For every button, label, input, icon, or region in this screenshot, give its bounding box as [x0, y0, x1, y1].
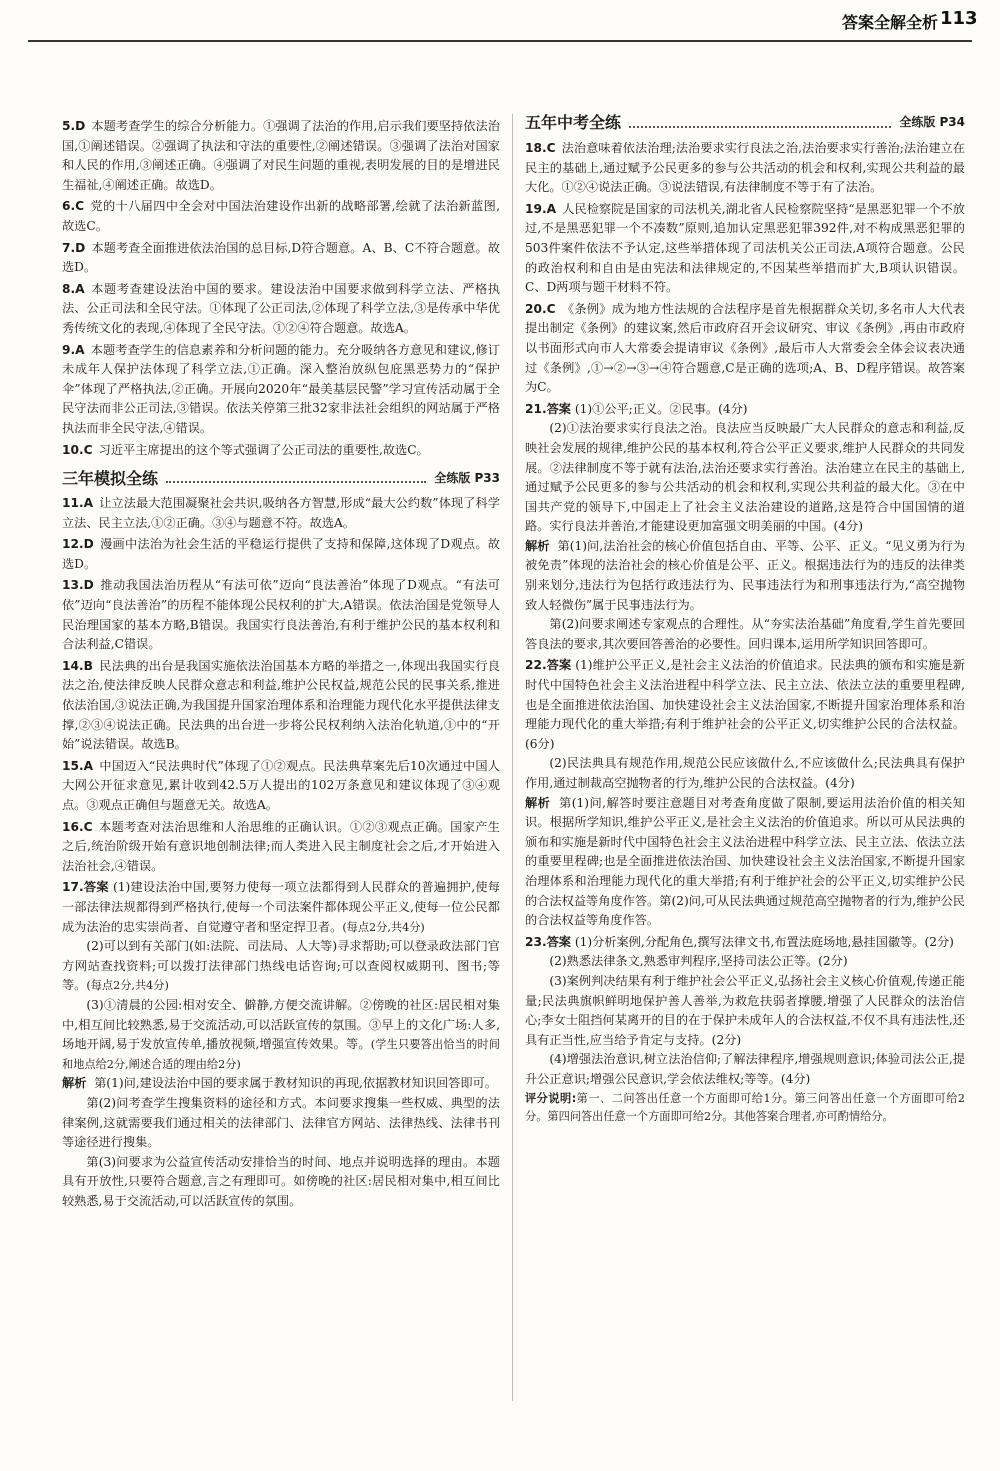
column-divider	[512, 114, 513, 1401]
answer-text: (2)可以到有关部门(如:法院、司法局、人大等)寻求帮助;可以登录政法部门官方网站查找资料;可以拨打法律部门热线电话咨询;可以查阅权威期刊、图书;等等。	[62, 939, 500, 993]
answer-number: 11.A	[62, 496, 94, 511]
answer-22	[525, 656, 965, 930]
answer-number: 9.A	[62, 342, 85, 357]
section-title: 三年模拟全练	[62, 468, 159, 488]
answer-number: 16.C	[62, 819, 93, 834]
score-text: 第一、二问答出任意一个方面即可给1分。第三问答出任意一个方面即可给2分。第四问答出任意一个方面即可给2分。其他答案合理者,亦可酌情给分。	[525, 1091, 965, 1123]
answer-number: 15.A	[62, 758, 94, 773]
header-title: 答案全解全析	[841, 13, 938, 32]
answer-number: 17.答案	[62, 880, 109, 895]
answer-number: 12.D	[62, 537, 94, 552]
answer-item	[62, 494, 500, 533]
answer-text: 民法典的出台是我国实施依法治国基本方略的举措之一,体现出我国实行良法之治,使法律反映人民群众意志和利益,维护公民权益,规范公民的民事关系,推进依法治国,③说法正确,为我国提升国家治理体系和治理能力现代化水平提供法律支撑,②③④说法正确。民法典的出台进一步将公民权利纳入法治化轨道,①中的“开始”说法错误。故选B。	[62, 658, 500, 752]
answer-text: 本题考查对法治思维和人治思维的正确认识。①②③观点正确。国家产生之后,统治阶级开始有意识地创制法律;而人类进入民主制度社会之后,才开始进入法治社会,④错误。	[62, 819, 500, 873]
answer-text: 《条例》成为地方性法规的合法程序是首先根据群众关切,多名市人大代表提出制定《条例》的建议案,然后市政府召开会议研究、审议《条例》,再由市政府以书面形式向市人大常委会提请审议《条例》,最后市人大常委会全体会议表决通过《条例》,①→②→③→④符合题意,C是正确的选项;A、B、D程序错误。故答案为C。	[525, 301, 965, 395]
left-column	[62, 117, 500, 1213]
answer-number: 6.C	[62, 199, 85, 214]
answer-text: (2)①法治要求实行良法之治。良法应当反映最广大人民群众的意志和利益,反映社会发展的规律,维护公民的基本权利,符合公平正义要求,维护人民群众的共同发展。②法律制度不等于就有法治,法治还要求实行善治。法治建立在民主的基础上,通过赋予公民更多的参与公共活动的机会和权利,实现公共利益的最大化。③在中国共产党的领导下,中国走上了社会主义法治建设的道路,这是符合中国国情的道路。实行良法并善治,才能建设更加富强文明美丽的中国。(4分)	[525, 421, 965, 534]
answer-text: (2)熟悉法律条文,熟悉审判程序,坚持司法公正等。(2分)	[549, 954, 848, 969]
analysis-label: 解析	[525, 795, 551, 810]
answer-text: (4)增强法治意识,树立法治信仰;了解法律程序,增强规则意识;体验司法公正,提升公正意识;增强公民意识,学会依法维权;等等。(4分)	[525, 1052, 965, 1086]
score-note: (每点2分,共4分)	[86, 979, 169, 993]
answer-list-top	[62, 117, 500, 460]
section-ref: 全练版 P33	[434, 470, 500, 485]
answer-item	[62, 535, 500, 574]
answer-text: 漫画中法治为社会生活的平稳运行提供了支持和保障,这体现了D观点。故选D。	[62, 537, 500, 571]
answer-text: (3)案例判决结果有利于维护社会公平正义,弘扬社会主义核心价值观,传递正能量;民法典旗帜鲜明地保护善人善举,为救危扶弱者撑腰,增强了人民群众的法治信心;李女士阻挡何某离开的目的在于保护未成年人的合法权益,不仅不具有违法性,还具有正当性,应当给予肯定与支持。(2分)	[525, 973, 965, 1047]
answer-item	[62, 818, 500, 877]
answer-text: 党的十八届四中全会对中国法治建设作出新的战略部署,绘就了法治新蓝图,故选C。	[62, 199, 500, 233]
analysis-text: 第(1)问,解答时要注意题目对考查角度做了限制,要运用法治价值的相关知识。根据所学知识,维护公平正义,是社会主义法治的价值追求。所以可从民法典的颁布和实施是新时代中国特色社会主义法治进程中科学立法、民主立法、依法立法的重要里程碑;也是全面推进依法治国、加快建设社会主义法治国家,不断提升国家治理体系和治理能力现代化的重大举措;有利于维护社会的公平正义,切实维护公民的合法权益等角度作答。第(2)问,可从民法典通过规范高空抛物者的行为,维护公民的合法权益等角度作答。	[525, 795, 966, 928]
analysis-text: 第(3)问要求为公益宣传活动安排恰当的时间、地点并说明选择的理由。本题具有开放性,只要符合题意,言之有理即可。如傍晚的社区:居民相对集中,相互间比较熟悉,易于交流活动,可以活跃宣传的氛围。	[62, 1154, 500, 1208]
score-note: (学生只要答出恰当的时间和地点给2分,阐述合适的理由给2分)	[62, 1038, 500, 1071]
answer-17	[62, 878, 500, 1211]
answer-list-right	[525, 139, 965, 398]
analysis-label: 解析	[62, 1076, 87, 1091]
dotted-leader	[629, 126, 891, 128]
answer-item	[62, 576, 500, 654]
answer-number: 20.C	[525, 301, 556, 316]
analysis-text: 第(2)问考查学生搜集资料的途径和方式。本问要求搜集一些权威、典型的法律案例,这就需要我们通过相关的法律部门、法律官方网站、法律热线、法律书刊等途径进行搜集。	[62, 1095, 500, 1150]
answer-text: 中国迈入“民法典时代”体现了①②观点。民法典草案先后10次通过中国人大网公开征求意见,累计收到42.5万人提出的102万条意见和建议体现了③④观点。③观点正确但与题意无关。故选A。	[62, 758, 500, 812]
score-label: 评分说明:	[525, 1091, 577, 1105]
answer-text: 本题考查建设法治中国的要求。建设法治中国要求做到科学立法、严格执法、公正司法和全民守法。①体现了公正司法,②体现了科学立法,③是传承中华优秀传统文化的表现,④体现了全民守法。①②④符合题意。故选A。	[62, 281, 500, 335]
answer-item	[62, 757, 500, 816]
answer-text: (2)民法典具有规范作用,规范公民应该做什么,不应该做什么;民法典具有保护作用,通过制裁高空抛物者的行为,维护公民的合法权益。(4分)	[525, 756, 965, 790]
page-header	[0, 0, 1000, 44]
page-number: 113	[940, 8, 978, 29]
answer-number: 13.D	[62, 578, 94, 593]
answer-text: 本题考查全面推进依法治国的总目标,D符合题意。A、B、C不符合题意。故选D。	[62, 240, 500, 275]
answer-item	[525, 300, 965, 398]
answer-item	[62, 280, 500, 339]
answer-item	[62, 441, 500, 461]
score-note: (每点2分,共4分)	[342, 920, 425, 934]
analysis-text: 第(1)问,法治社会的核心价值包括自由、平等、公平、正义。“见义勇为行为被免责”体现的法治社会的核心价值是公平、正义。根据违法行为的违反的法律类别来划分,违法行为包括行政违法行为、民事违法行为和刑事违法行为,“高空抛物致人轻微伤”属于民事违法行为。	[525, 538, 966, 612]
answer-text: 人民检察院是国家的司法机关,湖北省人民检察院坚持“是黑恶犯罪一个不放过,不是黑恶犯罪一个不凑数”原则,追加认定黑恶犯罪392件,对不构成黑恶犯罪的503件案件依法不予认定,这些举措体现了司法机关公正司法,A项符合题意。公民的政治权利和自由是由宪法和法律规定的,不因某些举措而扩大,B项认识错误。C、D两项与题干材料不符。	[525, 201, 965, 295]
answer-number: 18.C	[525, 141, 556, 155]
section-five-year	[525, 111, 965, 133]
answer-item	[62, 239, 500, 278]
answer-text: (1)建设法治中国,要努力使每一项立法都得到人民群众的普遍拥护,使每一部法律法规都得到严格执行,使每一个司法案件都体现公平正义,使每一位公民都成为法治的忠实崇尚者、自觉遵守者和坚定捍卫者。	[62, 880, 500, 934]
dotted-leader	[166, 481, 426, 483]
answer-number: 7.D	[62, 240, 86, 255]
answer-text: 本题考查学生的信息素养和分析问题的能力。充分吸纳各方意见和建议,修订未成年人保护法体现了科学立法,①正确。深入整治放纵包庇黑恶势力的“保护伞”体现了严格执法,②正确。开展向2020年“最美基层民警”学习宣传活动属于全民守法而非公正司法,③错误。依法关停第三批32家非法社会组织的网站属于严格执法而非全民守法,④错误。	[62, 342, 500, 435]
answer-text: (1)分析案例,分配角色,撰写法律文书,布置法庭场地,悬挂国徽等。(2分)	[574, 934, 954, 949]
answer-item	[525, 139, 965, 198]
answer-text: 推动我国法治历程从“有法可依”迈向“良法善治”体现了D观点。“有法可依”迈向“良法善治”的历程不能体现公民权利的扩大,A错误。依法治国是党领导人民治理国家的基本方略,B错误。我国实行良法善治,有利于维护公民的基本权利和合法利益,C错误。	[62, 578, 500, 652]
answer-23	[525, 933, 965, 1126]
answer-number: 19.A	[525, 201, 557, 216]
answer-text: 让立法最大范围凝聚社会共识,吸纳各方智慧,形成“最大公约数”体现了科学立法、民主立法,①②正确。③④与题意不符。故选A。	[62, 496, 500, 530]
answer-21	[525, 400, 965, 655]
answer-item	[62, 657, 500, 755]
analysis-text: 第(2)问要求阐述专家观点的合理性。从“夯实法治基础”角度看,学生首先要回答良法的要求,其次要回答善治的必要性。回归课本,运用所学知识回答即可。	[525, 617, 965, 651]
answer-number: 21.答案	[525, 401, 571, 416]
answer-item	[525, 200, 965, 298]
analysis-label: 解析	[525, 538, 550, 553]
header-rule	[28, 40, 972, 42]
answer-item	[62, 197, 500, 236]
section-three-year	[62, 466, 500, 488]
answer-number: 23.答案	[525, 934, 571, 949]
answer-number: 10.C	[62, 442, 93, 457]
answer-text: (1)维护公平正义,是社会主义法治的价值追求。民法典的颁布和实施是新时代中国特色社会主义法治进程中科学立法、民主立法、依法立法的重要里程碑,也是全面推进依法治国、加快建设社会主义法治国家,不断提升国家治理体系和治理能力现代化的重大举措;有利于维护社会的公平正义,切实维护公民的合法权益。(6分)	[525, 658, 966, 751]
answer-list-bottom	[62, 494, 500, 876]
section-title: 五年中考全练	[525, 113, 622, 133]
answer-item	[62, 341, 500, 439]
analysis-text: 第(1)问,建设法治中国的要求属于教材知识的再现,依据教材知识回答即可。	[94, 1076, 497, 1091]
answer-text: (3)①清晨的公园:相对安全、僻静,方便交流讲解。②傍晚的社区:居民相对集中,相互间比较熟悉,易于交流活动,可以活跃宣传的氛围。③早上的文化广场:人多,场地开阔,易于发放宣传单,播放视频,增强宣传效果。等。	[62, 997, 500, 1052]
answer-text: 本题考查学生的综合分析能力。①强调了法治的作用,启示我们要坚持依法治国,①阐述错误。②强调了执法和守法的重要性,②阐述错误。③强调了法治对国家和人民的作用,③阐述正确。④强调了对民生问题的重视,表明发展的目的是增进民生福祉,④阐述正确。故选D。	[62, 119, 500, 192]
answer-number: 8.A	[62, 281, 85, 296]
answer-text: 习近平主席提出的这个等式强调了公正司法的重要性,故选C。	[98, 442, 429, 457]
answer-number: 22.答案	[525, 658, 572, 673]
right-column	[525, 113, 966, 1128]
section-ref: 全练版 P34	[899, 115, 965, 130]
answer-number: 14.B	[62, 658, 93, 673]
answer-item	[62, 117, 500, 195]
answer-number: 5.D	[62, 119, 86, 133]
answer-text: 法治意味着依法治理;法治要求实行良法之治,法治要求实行善治;法治建立在民主的基础上,通过赋予公民更多的参与公共活动的机会和权利,实现公共利益的最大化。①②④说法正确。③说法错误,有法律制度不等于有了法治。	[525, 141, 965, 195]
answer-text: (1)①公平;正义。②民事。(4分)	[574, 401, 748, 416]
